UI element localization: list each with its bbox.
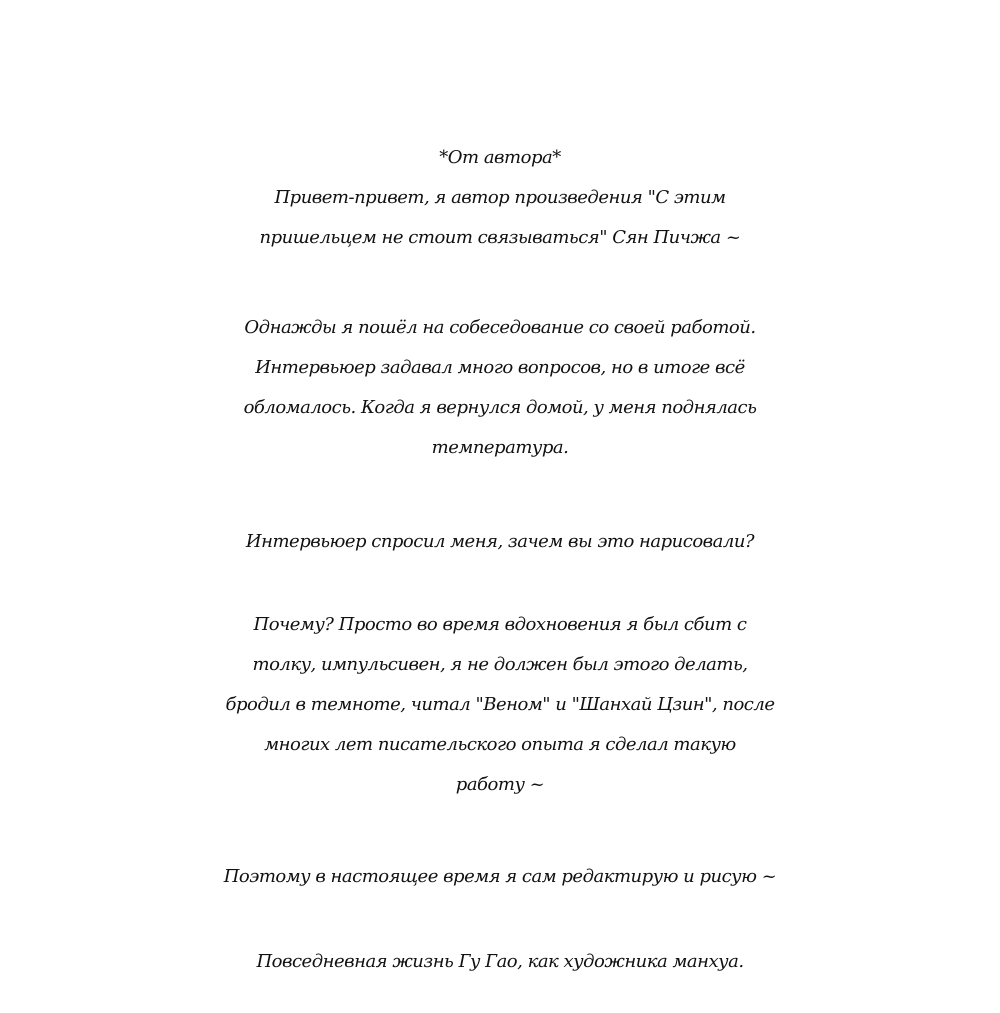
current-work-line: Поэтому в настоящее время я сам редактирую и рисую ~ xyxy=(223,866,777,887)
greeting-line: Привет-привет, я автор произведения "С этим xyxy=(274,187,726,208)
answer-line: Почему? Просто во время вдохновения я был сбит с xyxy=(253,614,747,635)
story-line: обломалось. Когда я вернулся домой, у меня поднялась xyxy=(243,397,757,418)
question-line: Интервьюер спросил меня, зачем вы это нарисовали? xyxy=(245,531,755,552)
answer-line: работу ~ xyxy=(455,774,545,795)
closing-paragraph xyxy=(20,942,980,982)
closing-line: Повседневная жизнь Гу Гао, как художника манхуа. xyxy=(256,951,744,972)
story-line: Интервьюер задавал много вопросов, но в итоге всё xyxy=(255,357,745,378)
interviewer-question-paragraph xyxy=(20,522,980,562)
answer-paragraph xyxy=(20,605,980,805)
answer-line: толку, импульсивен, я не должен был этого делать, xyxy=(252,654,748,675)
story-line: температура. xyxy=(431,437,569,458)
author-greeting xyxy=(20,138,980,258)
answer-line: многих лет писательского опыта я сделал такую xyxy=(264,734,736,755)
greeting-line: пришельцем не стоит связываться" Сян Пичжа ~ xyxy=(259,227,741,248)
interview-story-paragraph xyxy=(20,308,980,468)
current-work-paragraph xyxy=(20,857,980,897)
answer-line: бродил в темноте, читал "Веном" и "Шанхай Цзин", после xyxy=(225,694,775,715)
story-line: Однажды я пошёл на собеседование со своей работой. xyxy=(244,317,756,338)
author-note-title: *От автора* xyxy=(439,147,561,168)
